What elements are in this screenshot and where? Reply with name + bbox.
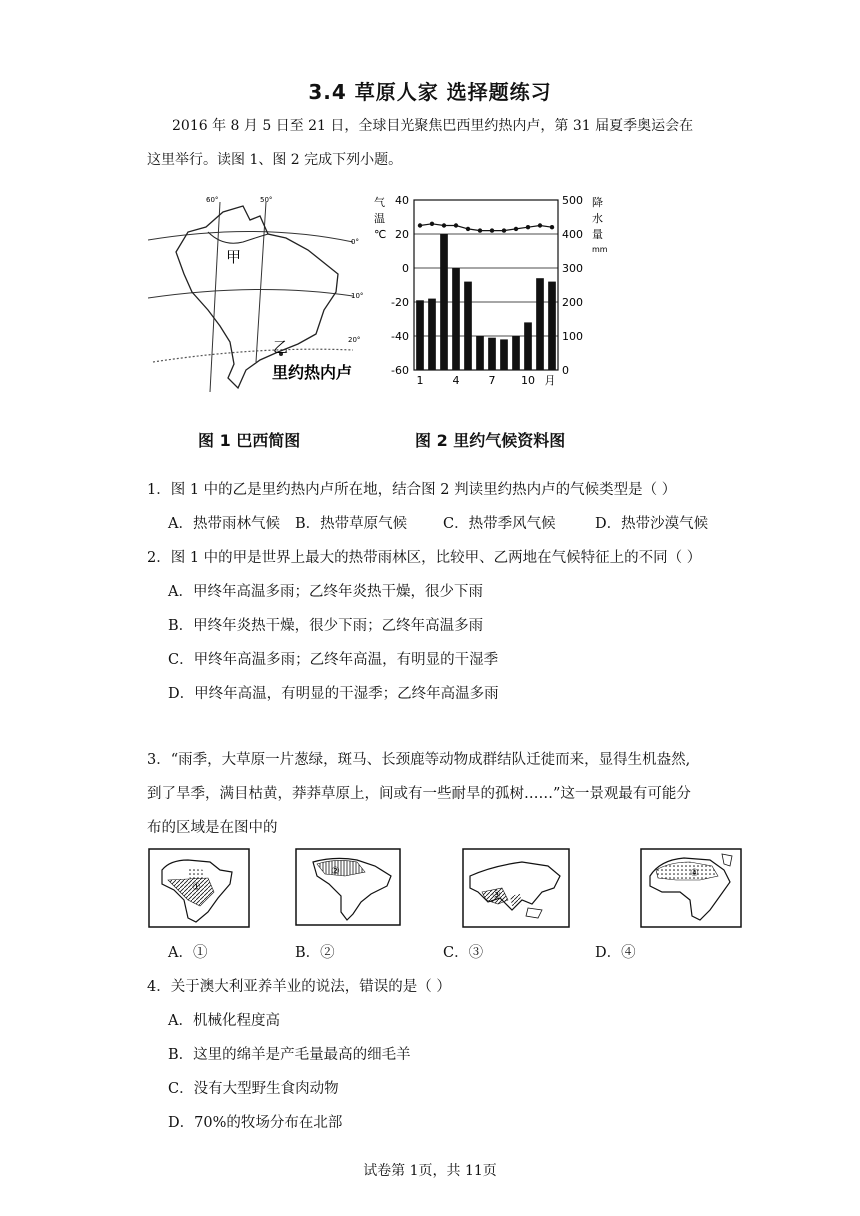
q4-option-d[interactable]: D．70%的牧场分布在北部 [168, 1115, 343, 1131]
map-3-asia [462, 848, 570, 928]
fig2-caption: 图 2 里约气候资料图 [415, 431, 566, 450]
tropic-line [153, 349, 353, 362]
right-axis-title-3: 量 [592, 228, 603, 241]
lat-20-label: 20° [348, 336, 361, 344]
precip-bar-11 [536, 278, 544, 370]
lon-60-label: 60° [206, 196, 219, 204]
q1-option-b[interactable]: B．热带草原气候 [295, 516, 408, 532]
map-1-africa [148, 848, 250, 928]
q3-option-a[interactable]: A．① [168, 945, 208, 961]
q3-line-3: 布的区域是在图中的 [147, 820, 278, 836]
precip-bar-1 [416, 300, 424, 370]
q4-option-c[interactable]: C．没有大型野生食肉动物 [168, 1081, 339, 1097]
precip-bar-9 [512, 336, 520, 370]
left-axis-title-1: 气 [374, 196, 385, 209]
q4-option-a[interactable]: A．机械化程度高 [168, 1013, 280, 1029]
right-tick-label: 200 [562, 296, 583, 309]
q1-text: 1．图 1 中的乙是里约热内卢所在地，结合图 2 判读里约热内卢的气候类型是（ ） [147, 482, 677, 498]
temp-point-11 [538, 223, 542, 227]
temp-point-1 [418, 223, 422, 227]
q1-option-d[interactable]: D．热带沙漠气候 [595, 516, 709, 532]
temp-point-10 [526, 225, 530, 229]
q1-option-c[interactable]: C．热带季风气候 [443, 516, 556, 532]
climate-chart [370, 192, 610, 402]
right-axis-unit: mm [592, 245, 608, 254]
lat-10-line [148, 289, 353, 298]
intro-line-1: 2016 年 8 月 5 日至 21 日，全球目光聚焦巴西里约热内卢，第 31 届夏季奥运会在 [172, 118, 694, 134]
x-tick-label: 7 [488, 374, 496, 387]
q2-text: 2．图 1 中的甲是世界上最大的热带雨林区，比较甲、乙两地在气候特征上的不同（ ） [147, 550, 702, 566]
precip-bar-2 [428, 299, 436, 370]
map-3-mark: ③ [492, 890, 501, 901]
left-tick-label: 40 [395, 194, 409, 207]
lon-60-line [210, 202, 220, 392]
right-axis-title-1: 降 [592, 196, 603, 209]
x-tick-label: 10 [521, 374, 535, 387]
page-footer: 试卷第 1页，共 11页 [363, 1163, 497, 1179]
q2-option-d[interactable]: D．甲终年高温，有明显的干湿季；乙终年高温多雨 [168, 686, 499, 702]
map-2-mark: ② [331, 866, 340, 877]
map-4-mark: ④ [690, 868, 699, 879]
q4-text: 4．关于澳大利亚养羊业的说法，错误的是（ ） [147, 979, 451, 995]
precip-bar-12 [548, 282, 556, 370]
right-tick-label: 300 [562, 262, 583, 275]
fig1-caption: 图 1 巴西简图 [198, 431, 301, 450]
q3-line-1: 3．“雨季，大草原一片葱绿，斑马、长颈鹿等动物成群结队迁徙而来，显得生机盎然, [147, 752, 691, 768]
temp-point-4 [454, 223, 458, 227]
x-unit-label: 月 [544, 374, 556, 387]
left-axis-title-3: ℃ [374, 228, 387, 241]
precip-bar-3 [440, 234, 448, 370]
left-tick-label: -20 [391, 296, 409, 309]
q3-option-d[interactable]: D．④ [595, 945, 636, 961]
left-tick-label: -40 [391, 330, 409, 343]
x-tick-label: 1 [416, 374, 424, 387]
temp-point-5 [466, 227, 470, 231]
lat-10-label: 10° [351, 292, 364, 300]
left-tick-label: -60 [391, 364, 409, 377]
q2-option-a[interactable]: A．甲终年高温多雨；乙终年炎热干燥，很少下雨 [168, 584, 483, 600]
lat-0-label: 0° [351, 238, 359, 246]
left-axis-title-2: 温 [374, 212, 385, 225]
left-tick-label: 0 [402, 262, 409, 275]
temperature-line [420, 224, 552, 231]
precip-bar-7 [488, 338, 496, 370]
q2-option-c[interactable]: C．甲终年高温多雨；乙终年高温，有明显的干湿季 [168, 652, 499, 668]
q3-line-2: 到了旱季，满目枯黄，莽莽草原上，间或有一些耐旱的孤树……”这一景观最有可能分 [147, 786, 691, 802]
map-2-south-america [295, 848, 401, 926]
intro-line-2: 这里举行。读图 1、图 2 完成下列小题。 [147, 152, 403, 168]
page-title: 3.4 草原人家 选择题练习 [308, 80, 552, 104]
precip-bar-6 [476, 336, 484, 370]
equator-line [148, 231, 353, 242]
x-tick-label: 4 [452, 374, 460, 387]
label-yi: 乙 [273, 338, 289, 356]
right-tick-label: 400 [562, 228, 583, 241]
temp-point-6 [478, 228, 482, 232]
q3-option-b[interactable]: B．② [295, 945, 335, 961]
temp-point-9 [514, 227, 518, 231]
left-tick-label: 20 [395, 228, 409, 241]
map-4-africa-north [640, 848, 742, 928]
label-jia: 甲 [226, 248, 242, 266]
temp-point-3 [442, 223, 446, 227]
precip-bar-5 [464, 282, 472, 370]
q3-option-c[interactable]: C．③ [443, 945, 484, 961]
precip-bar-10 [524, 322, 532, 370]
q1-option-a[interactable]: A．热带雨林气候 [168, 516, 280, 532]
label-rio: 里约热内卢 [272, 363, 353, 382]
temp-point-2 [430, 222, 434, 226]
lon-50-label: 50° [260, 196, 273, 204]
precip-bar-4 [452, 268, 460, 370]
q4-option-b[interactable]: B．这里的绵羊是产毛量最高的细毛羊 [168, 1047, 411, 1063]
right-tick-label: 500 [562, 194, 583, 207]
temp-point-12 [550, 225, 554, 229]
temp-point-8 [502, 228, 506, 232]
temp-point-7 [490, 228, 494, 232]
amazon-river [208, 232, 268, 243]
right-tick-label: 100 [562, 330, 583, 343]
q2-option-b[interactable]: B．甲终年炎热干燥，很少下雨；乙终年高温多雨 [168, 618, 484, 634]
precip-bar-8 [500, 339, 508, 370]
map-1-mark: ① [192, 882, 201, 893]
right-axis-title-2: 水 [592, 212, 603, 225]
brazil-map [148, 192, 368, 392]
right-tick-label: 0 [562, 364, 569, 377]
